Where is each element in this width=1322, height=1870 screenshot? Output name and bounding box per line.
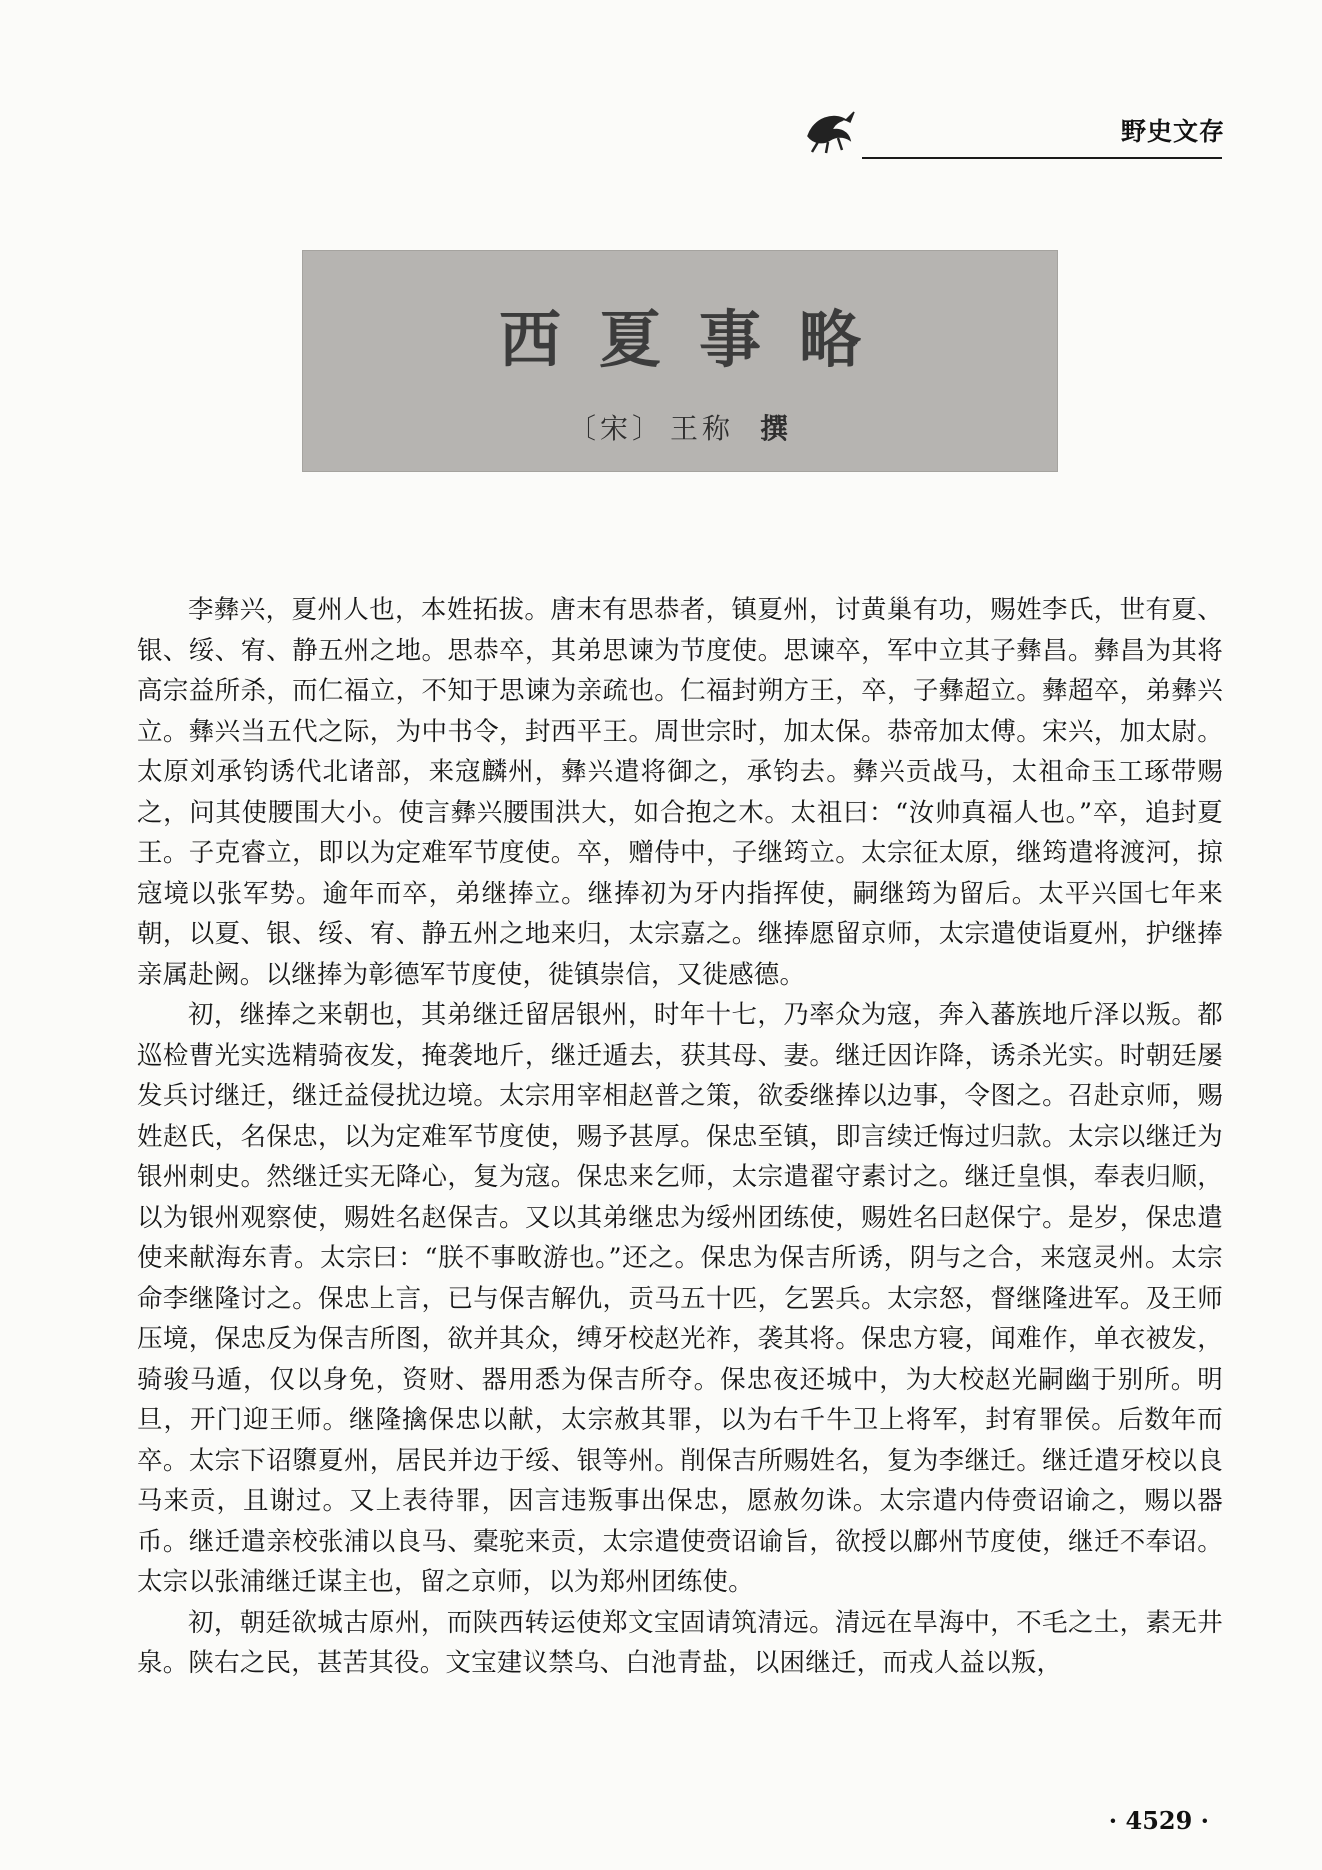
dragon-emblem-icon — [800, 98, 858, 156]
author-dynasty: 〔宋〕 — [567, 412, 664, 445]
author-name: 王称 — [669, 412, 734, 445]
paragraph: 李彝兴，夏州人也，本姓拓拔。唐末有思恭者，镇夏州，讨黄巢有功，赐姓李氏，世有夏、银、绥、宥、静五州之地。思恭卒，其弟思谏为节度使。思谏卒，军中立其子彝昌。彝昌为其将高宗益所杀，而仁福立，不知于思谏为亲疏也。仁福封朔方王，卒，子彝超立。彝超卒，弟彝兴立。彝兴当五代之际，为中书令，封西平王。周世宗时，加太保。恭帝加太傅。宋兴，加太尉。太原刘承钧诱代北诸部，来寇麟州，彝兴遣将御之，承钧去。彝兴贡战马，太祖命玉工琢带赐之，问其使腰围大小。使言彝兴腰围洪大，如合抱之木。太祖曰：“汝帅真福人也。”卒，追封夏王。子克睿立，即以为定难军节度使。卒，赠侍中，子继筠立。太宗征太原，继筠遣将渡河，掠寇境以张军势。逾年而卒，弟继捧立。继捧初为牙内指挥使，嗣继筠为留后。太平兴国七年来朝，以夏、银、绥、宥、静五州之地来归，太宗嘉之。继捧愿留京师，太宗遣使诣夏州，护继捧亲属赴阙。以继捧为彰德军节度使，徙镇崇信，又徙感德。 — [137, 595, 1223, 990]
author-line — [302, 407, 1058, 447]
article-title: 西夏事略 — [498, 303, 899, 376]
body-text — [137, 590, 1223, 1684]
page-number: · 4529 · — [1108, 1806, 1209, 1835]
paragraph: 初，继捧之来朝也，其弟继迁留居银州，时年十七，乃率众为寇，奔入蕃族地斤泽以叛。都巡检曹光实选精骑夜发，掩袭地斤，继迁遁去，获其母、妻。继迁因诈降，诱杀光实。时朝廷屡发兵讨继迁，继迁益侵扰边境。太宗用宰相赵普之策，欲委继捧以边事，令图之。召赴京师，赐姓赵氏，名保忠，以为定难军节度使，赐予甚厚。保忠至镇，即言续迁悔过归款。太宗以继迁为银州刺史。然继迁实无降心，复为寇。保忠来乞师，太宗遣翟守素讨之。继迁皇惧，奉表归顺，以为银州观察使，赐姓名赵保吉。又以其弟继忠为绥州团练使，赐姓名曰赵保宁。是岁，保忠遣使来献海东青。太宗曰：“朕不事畋游也。”还之。保忠为保吉所诱，阴与之合，来寇灵州。太宗命李继隆讨之。保忠上言，已与保吉解仇，贡马五十匹，乞罢兵。太宗怒，督继隆进军。及王师压境，保忠反为保吉所图，欲并其众，缚牙校赵光祚，袭其将。保忠方寝，闻难作，单衣被发，骑骏马遁，仅以身免，资财、器用悉为保吉所夺。保忠夜还城中，为大校赵光嗣幽于别所。明旦，开门迎王师。继隆擒保忠以献，太宗赦其罪，以为右千牛卫上将军，封宥罪侯。后数年而卒。太宗下诏隳夏州，居民并边于绥、银等州。削保吉所赐姓名，复为李继迁。继迁遣牙校以良马来贡，且谢过。又上表待罪，因言违叛事出保忠，愿赦勿诛。太宗遣内侍赍诏谕之，赐以器币。继迁遣亲校张浦以良马、橐驼来贡，太宗遣使赍诏谕旨，欲授以鄜州节度使，继迁不奉诏。太宗以张浦继迁谋主也，留之京师，以为郑州团练使。 — [137, 1000, 1223, 1597]
title-panel — [302, 250, 1058, 472]
header-rule — [862, 157, 1222, 159]
author-role: 撰 — [760, 412, 793, 445]
paragraph: 初，朝廷欲城古原州，而陕西转运使郑文宝固请筑清远。清远在旱海中，不毛之土，素无井泉。陕右之民，甚苦其役。文宝建议禁乌、白池青盐，以困继迁，而戎人益以叛， — [137, 1607, 1223, 1678]
series-title: 野史文存 — [1120, 117, 1225, 146]
